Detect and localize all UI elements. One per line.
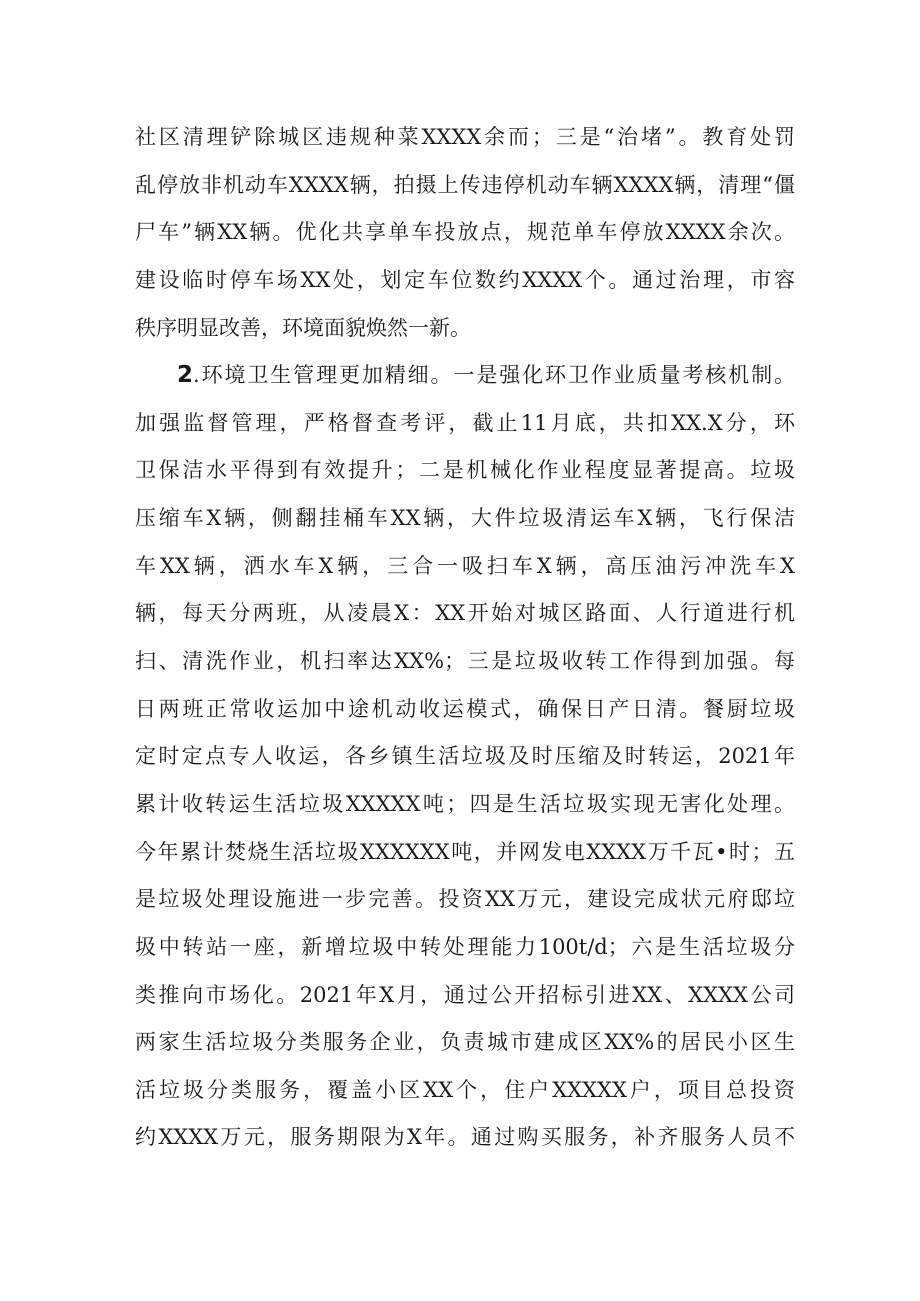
text-line: 尸车”辆XX辆。优化共享单车投放点，规范单车停放XXXX余次。 <box>135 220 795 245</box>
text-line: 辆，每天分两班，从凌晨X：XX开始对城区路面、人行道进行机 <box>135 601 795 626</box>
text-line: 车XX辆，洒水车X辆，三合一吸扫车X辆，高压油污冲洗车X <box>135 553 795 578</box>
text-line: 活垃圾分类服务，覆盖小区XX个，住户XXXXX户，项目总投资 <box>135 1077 795 1102</box>
text-line: 卫保洁水平得到有效提升；二是机械化作业程度显著提高。垃圾 <box>135 458 795 483</box>
text-line: 两家生活垃圾分类服务企业，负责城市建成区XX%的居民小区生 <box>135 1030 795 1055</box>
text-line: 是垃圾处理设施进一步完善。投资XX万元，建设完成状元府邸垃 <box>135 887 795 912</box>
document-body <box>135 114 795 1162</box>
text-line: 约XXXX万元，服务期限为X年。通过购买服务，补齐服务人员不 <box>135 1125 795 1150</box>
text-line: 扫、清洗作业，机扫率达XX%；三是垃圾收转工作得到加强。每 <box>135 649 795 674</box>
paragraph-1 <box>135 114 795 352</box>
paragraph-heading-line <box>135 352 795 400</box>
text-line: 累计收转运生活垃圾XXXXX吨；四是生活垃圾实现无害化处理。 <box>135 791 795 816</box>
text-line: 加强监督管理，严格督查考评，截止11月底，共扣XX.X分，环 <box>135 410 795 435</box>
text-line: 圾中转站一座，新增垃圾中转处理能力100t/d；六是生活垃圾分 <box>135 934 795 959</box>
section-number: 2 <box>177 362 194 389</box>
text-line: 定时定点专人收运，各乡镇生活垃圾及时压缩及时转运，2021年 <box>135 744 795 769</box>
text-line: 社区清理铲除城区违规种菜XXXX余而；三是“治堵”。教育处罚 <box>135 125 795 149</box>
text-line: 乱停放非机动车XXXX辆，拍摄上传违停机动车辆XXXX辆，清理“僵 <box>135 172 795 197</box>
text-line: 类推向市场化。2021年X月，通过公开招标引进XX、XXXX公司 <box>135 982 795 1007</box>
text-line: 压缩车X辆，侧翻挂桶车XX辆，大件垃圾清运车X辆，飞行保洁 <box>135 506 795 531</box>
text-line: 秩序明显改善，环境面貌焕然一新。 <box>135 315 471 340</box>
text-line: 日两班正常收运加中途机动收运模式，确保日产日清。餐厨垃圾 <box>135 696 795 721</box>
text-line: 今年累计焚烧生活垃圾XXXXXX吨，并网发电XXXX万千瓦•时；五 <box>135 839 795 864</box>
text-line: 建设临时停车场XX处，划定车位数约XXXX个。通过治理，市容 <box>135 267 795 292</box>
paragraph-2 <box>135 352 795 1162</box>
section-heading-text: .环境卫生管理更加精细。一是强化环卫作业质量考核机制。 <box>193 363 795 388</box>
